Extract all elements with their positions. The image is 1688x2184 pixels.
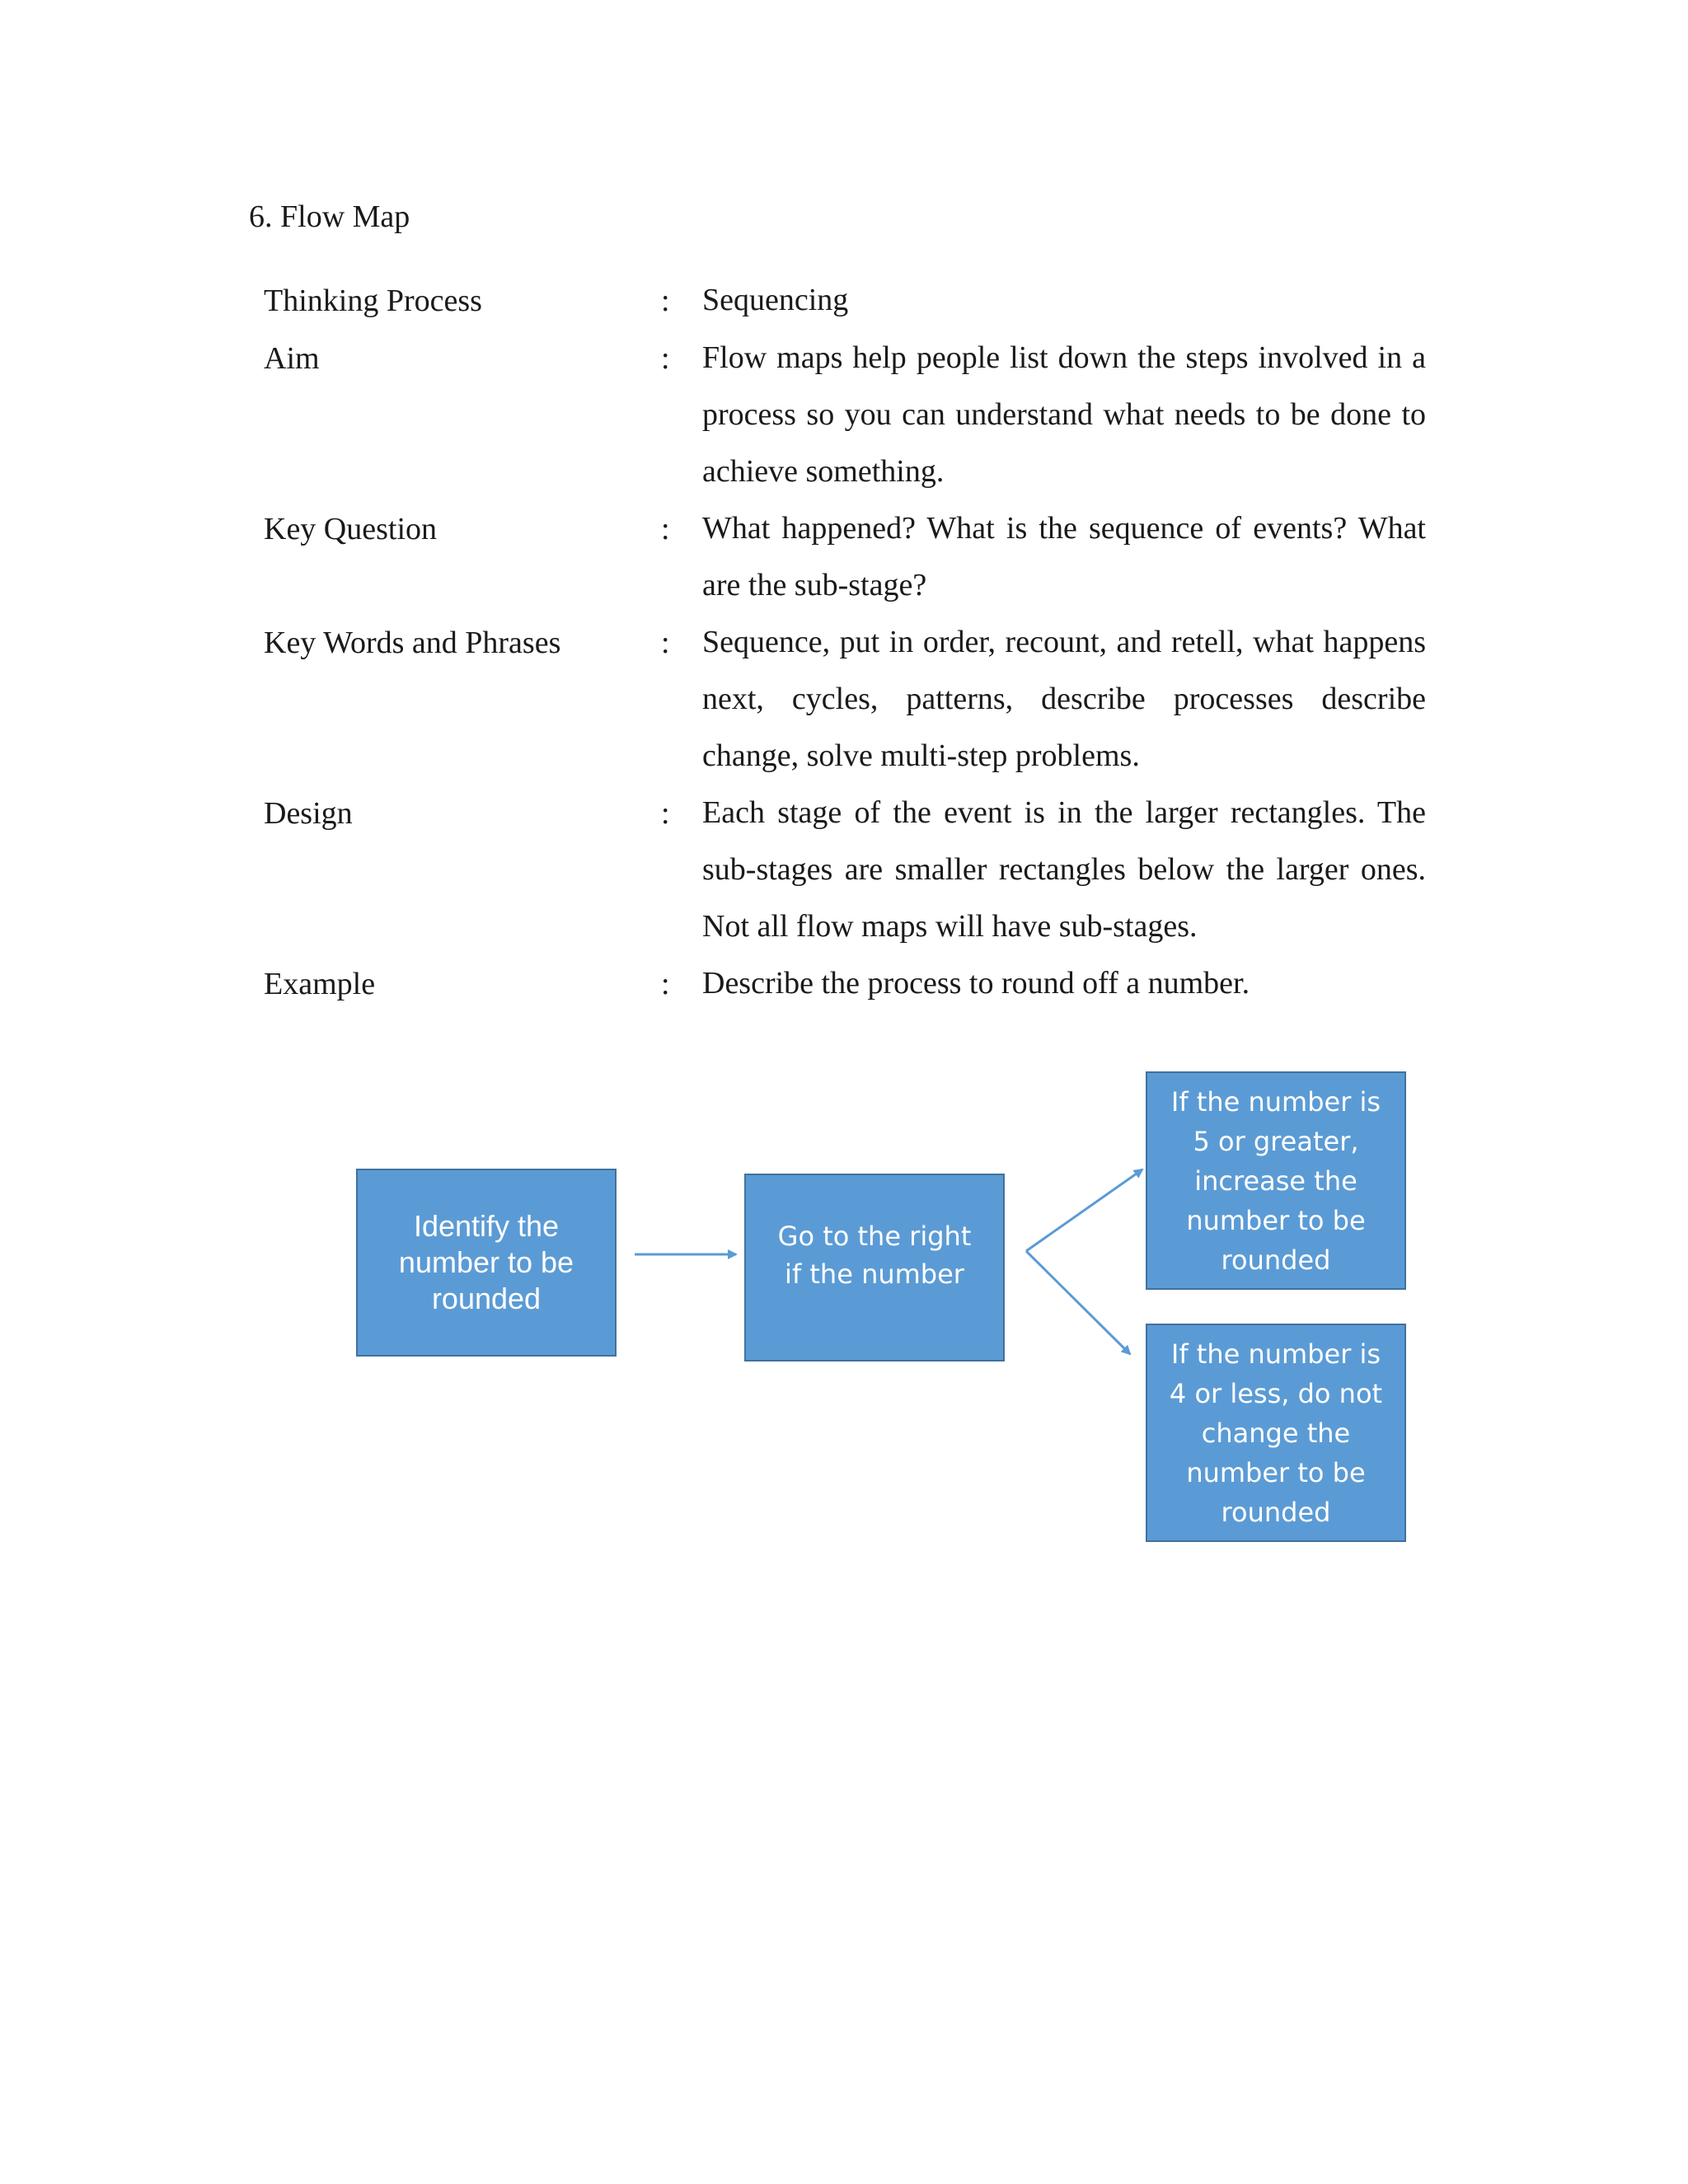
info-label: Key Question bbox=[264, 512, 438, 546]
flow-branch-five-or-greater bbox=[1146, 1071, 1406, 1290]
flow-step-go-right bbox=[744, 1174, 1005, 1361]
flow-branch-four-or-less bbox=[1146, 1324, 1406, 1542]
info-row-key-question bbox=[264, 500, 1426, 614]
info-label: Example bbox=[264, 967, 376, 1001]
info-row-aim bbox=[264, 330, 1426, 500]
info-colon: : bbox=[661, 512, 670, 546]
info-value: Describe the process to round off a number. bbox=[702, 966, 1250, 1001]
flow-step-label: If the number is 4 or less, do not change the number to be rounded bbox=[1169, 1338, 1383, 1528]
info-row-design bbox=[264, 785, 1426, 955]
info-row-thinking-process bbox=[264, 272, 1426, 330]
info-colon: : bbox=[661, 284, 670, 318]
info-row-key-words bbox=[264, 614, 1426, 785]
section-heading: 6. Flow Map bbox=[249, 199, 410, 234]
info-colon: : bbox=[661, 796, 670, 831]
flow-step-label: If the number is 5 or greater, increase the number to be rounded bbox=[1170, 1085, 1381, 1276]
info-value: Each stage of the event is in the larger rectangles. The sub-stages are smaller rectangles below the larger ones. Not all flow maps will have sub-stages. bbox=[702, 795, 1426, 944]
info-value: What happened? What is the sequence of events? What are the sub-stage? bbox=[702, 511, 1426, 602]
info-label: Key Words and Phrases bbox=[264, 626, 561, 660]
info-label: Thinking Process bbox=[264, 284, 482, 318]
info-label: Design bbox=[264, 796, 353, 831]
arrow-to-lower-branch bbox=[1026, 1251, 1130, 1354]
flow-step-identify-number bbox=[356, 1169, 617, 1357]
info-colon: : bbox=[661, 967, 670, 1001]
info-value: Sequencing bbox=[702, 283, 849, 317]
info-row-example bbox=[264, 955, 1426, 1013]
flow-map-info-table bbox=[264, 272, 1426, 1013]
info-value: Flow maps help people list down the steps involved in a process so you can understand what needs to be done to achieve something. bbox=[702, 340, 1426, 489]
info-colon: : bbox=[661, 626, 670, 660]
flow-step-label: Identify the number to be rounded bbox=[398, 1209, 574, 1315]
arrow-to-upper-branch bbox=[1026, 1169, 1142, 1251]
info-colon: : bbox=[661, 341, 670, 376]
info-value: Sequence, put in order, recount, and retell, what happens next, cycles, patterns, describe processes describe change, solve multi-step problems. bbox=[702, 625, 1426, 773]
info-label: Aim bbox=[264, 341, 320, 376]
flow-step-label: Go to the right if the number bbox=[777, 1221, 972, 1290]
